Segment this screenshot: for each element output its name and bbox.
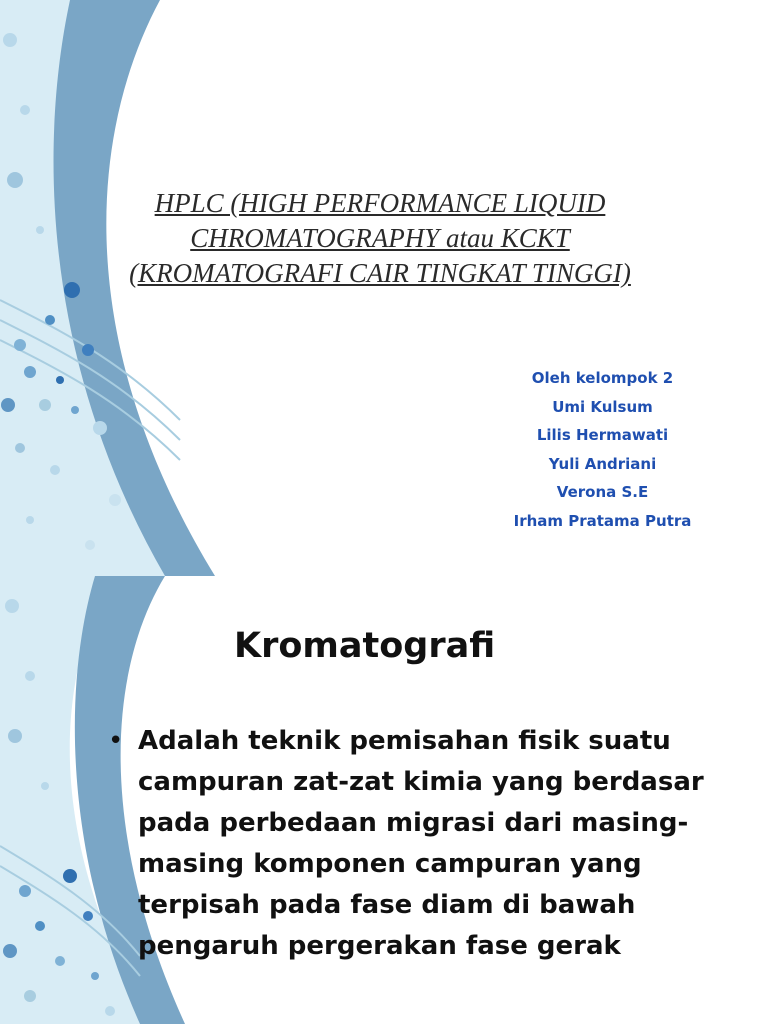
bubble xyxy=(19,885,31,897)
bubble xyxy=(15,443,25,453)
bubble xyxy=(3,33,17,47)
group-label: Oleh kelompok 2 xyxy=(531,369,674,387)
author-name: Umi Kulsum xyxy=(552,397,653,416)
author-name: Lilis Hermawati xyxy=(536,426,669,444)
bubble xyxy=(56,376,64,384)
bubble xyxy=(85,540,95,550)
bubble xyxy=(5,599,19,613)
title-line: (KROMATOGRAFI CAIR TINGKAT TINGGI) xyxy=(129,258,631,288)
bubble xyxy=(26,516,34,524)
bullet-item xyxy=(108,721,718,967)
bullet-text: Adalah teknik pemisahan fisik suatu campuran zat-zat kimia yang berdasar pada perbedaan migrasi dari masing-masing komponen campuran yang terpisah pada fase diam di bawah pengaruh pergerakan fase gerak xyxy=(138,726,704,961)
author-name: Verona S.E xyxy=(556,483,649,501)
slide-title: Kromatografi xyxy=(234,626,496,666)
bubble xyxy=(36,226,44,234)
title-line: CHROMATOGRAPHY atau KCKT xyxy=(190,223,570,253)
bubble xyxy=(83,911,93,921)
bubble xyxy=(1,398,15,412)
bubble xyxy=(71,406,79,414)
bubble xyxy=(82,344,94,356)
bubble xyxy=(64,282,80,298)
bubble xyxy=(50,465,60,475)
bubble xyxy=(93,421,107,435)
bubble xyxy=(24,366,36,378)
bubble xyxy=(39,399,51,411)
author-name: Irham Pratama Putra xyxy=(513,511,692,530)
bubble xyxy=(105,1006,115,1016)
bubble xyxy=(55,956,65,966)
title-line: HPLC (HIGH PERFORMANCE LIQUID xyxy=(154,188,606,218)
bubble xyxy=(24,990,36,1002)
bubble xyxy=(14,339,26,351)
bubble xyxy=(45,315,55,325)
bubble xyxy=(41,782,49,790)
bubble xyxy=(63,869,77,883)
author-name: Yuli Andriani xyxy=(548,454,657,473)
bubble xyxy=(3,944,17,958)
bubble xyxy=(8,729,22,743)
bubble xyxy=(109,494,121,506)
bullet-dot-icon: • xyxy=(108,726,124,756)
bubble xyxy=(35,921,45,931)
presentation-title xyxy=(80,186,680,291)
bubble xyxy=(7,172,23,188)
author-list xyxy=(490,364,715,535)
bubble xyxy=(20,105,30,115)
bubble xyxy=(25,671,35,681)
content-slide xyxy=(0,576,768,1024)
bubble xyxy=(91,972,99,980)
